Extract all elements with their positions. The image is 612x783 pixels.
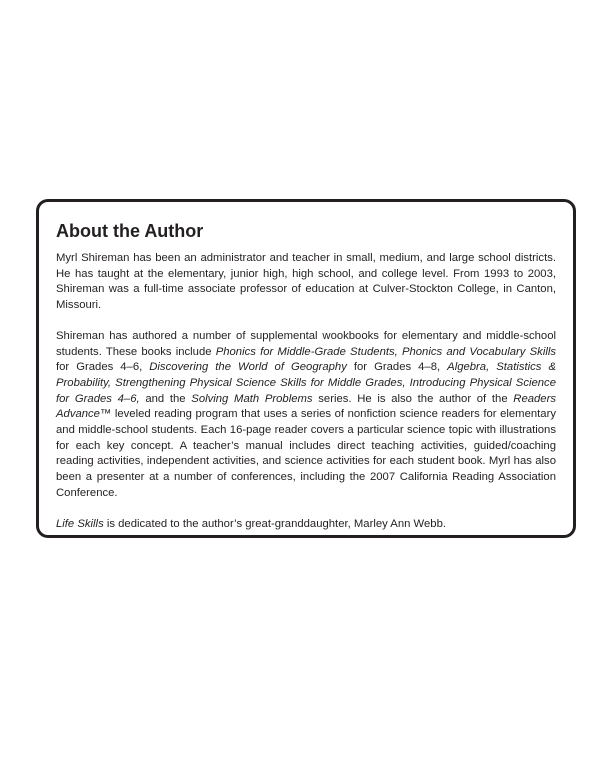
bio-paragraph-2-run: for Grades 4–8, (346, 361, 448, 374)
book-title: Solving Math Problems (191, 392, 313, 405)
book-title: Life Skills (56, 517, 104, 530)
book-title: Algebra, Statistics & Probability, Strengthening Physical Science Skills for Middle Grades, Introducing Physical Science for Grades 4–6, (56, 361, 556, 405)
section-title: About the Author (56, 221, 204, 241)
bio-paragraph-2-run: for Grades 4–6, (56, 361, 150, 374)
bio-paragraph-2 (56, 329, 556, 502)
bio-paragraph-2-run: and the (139, 392, 192, 405)
bio-paragraph-2-run: Shireman has authored a number of supplemental wookbooks for elementary and middle-school students. These books include (56, 329, 556, 358)
bio-paragraph-1: Myrl Shireman has been an administrator and teacher in small, medium, and large school districts. He has taught at the elementary, junior high, high school, and college level. From 1993 to 2003, Shireman was a full-time associate professor of education at Culver-Stockton College, in Canton, Missouri. (56, 252, 556, 312)
program-title: Readers Advance™ (56, 392, 556, 421)
book-title: Discovering the World of Geography (149, 361, 347, 374)
bio-paragraph-2-run: series. He is also the author of the (312, 392, 514, 405)
dedication-paragraph (56, 517, 556, 533)
dedication-text: is dedicated to the author’s great-granddaughter, Marley Ann Webb. (103, 517, 446, 530)
bio-paragraph-2-run: leveled reading program that uses a series of nonfiction science readers for elementary and middle-school students. Each 16-page reader covers a particular science topic with illustrations for each key concept. A teacher’s manual includes direct teaching activities, guided/coaching reading activities, independent activities, and science activities for each student book. Myrl has also been a presenter at a number of conferences, including the 2007 California Reading Association Conference. (56, 408, 556, 499)
book-title: Phonics for Middle-Grade Students, Phonics and Vocabulary Skills (215, 345, 556, 358)
about-the-author-box (36, 199, 576, 538)
